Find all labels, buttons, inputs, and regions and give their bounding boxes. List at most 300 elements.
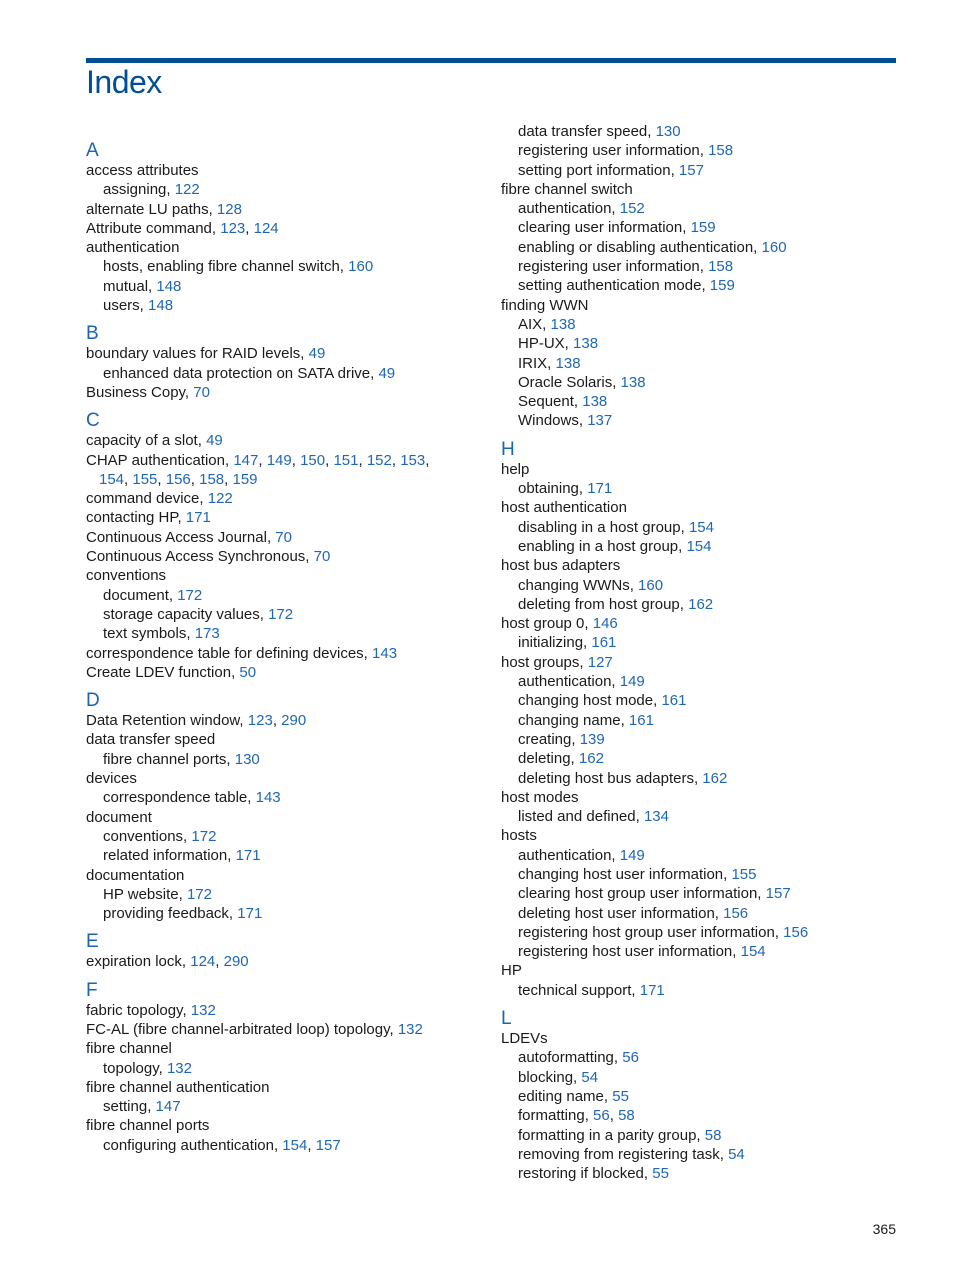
index-subentry — [501, 633, 901, 652]
page-link[interactable]: 162 — [688, 595, 714, 613]
page-link[interactable]: 162 — [702, 769, 728, 787]
entry-term: devices — [86, 770, 137, 788]
entry-term: mutual, — [103, 277, 153, 295]
entry-term: fibre channel authentication — [86, 1078, 270, 1096]
entry-term: host authentication — [501, 499, 627, 517]
page-link[interactable]: 138 — [555, 354, 581, 372]
entry-term: AIX, — [518, 315, 547, 333]
index-entry: CHAP authentication, 147, 149, 150, 151, 152, 153, — [86, 451, 430, 469]
entry-term: host groups, — [501, 653, 584, 671]
page-link[interactable]: 152 — [619, 200, 645, 218]
page-link[interactable]: 154 — [282, 1136, 308, 1154]
entry-term: correspondence table for defining devices, — [86, 644, 368, 662]
page-link[interactable]: 171 — [185, 509, 211, 527]
entry-term: deleting, — [518, 750, 575, 768]
entry-term: expiration lock, — [86, 953, 187, 971]
index-section — [86, 932, 486, 971]
page-link[interactable]: 138 — [620, 373, 646, 391]
page-link[interactable]: 160 — [638, 576, 664, 594]
entry-term: changing host user information, — [518, 865, 728, 883]
index-entry — [501, 653, 901, 672]
entry-term: authentication, — [518, 846, 616, 864]
index-subentry — [501, 1164, 901, 1183]
page-title: Index — [86, 64, 162, 100]
index-section — [86, 141, 486, 315]
page-link[interactable]: 123 — [220, 219, 246, 237]
page-link[interactable]: 155 — [132, 470, 158, 488]
page-link[interactable]: 173 — [194, 625, 220, 643]
section-letter: F — [86, 979, 98, 1001]
entry-term: Oracle Solaris, — [518, 373, 617, 391]
index-entry — [86, 489, 486, 508]
index-subentry — [86, 296, 486, 315]
page-link[interactable]: 150 — [300, 451, 326, 469]
page-link[interactable]: 172 — [268, 605, 294, 623]
index-subentry — [501, 981, 901, 1000]
entry-term: registering host group user information, — [518, 923, 779, 941]
entry-term: providing feedback, — [103, 905, 234, 923]
index-entry — [86, 730, 486, 749]
entry-term: Business Copy, — [86, 383, 190, 401]
entry-term: removing from registering task, — [518, 1145, 724, 1163]
page-link[interactable]: 147 — [233, 451, 259, 469]
entry-term: contacting HP, — [86, 509, 182, 527]
entry-term: text symbols, — [103, 625, 191, 643]
page-link[interactable]: 139 — [579, 730, 605, 748]
index-entry — [86, 663, 486, 682]
index-subentry — [501, 411, 901, 430]
page-link[interactable]: 158 — [199, 470, 225, 488]
page-link[interactable]: 172 — [191, 827, 217, 845]
index-subentry — [501, 537, 901, 556]
index-entry — [501, 826, 901, 845]
index-subentry — [86, 827, 486, 846]
index-entry — [86, 1039, 486, 1058]
index-entry — [86, 1020, 486, 1039]
page-link[interactable]: 149 — [619, 846, 645, 864]
entry-term: Continuous Access Synchronous, — [86, 548, 310, 566]
index-section — [501, 1009, 901, 1183]
entry-term: topology, — [103, 1059, 163, 1077]
page-link[interactable]: 161 — [628, 711, 654, 729]
index-entry: Data Retention window, 123, 290 — [86, 712, 307, 730]
entry-term: authentication — [86, 239, 180, 257]
entry-term: fibre channel — [86, 1040, 172, 1058]
index-entry — [86, 769, 486, 788]
page-link[interactable]: 160 — [348, 258, 374, 276]
page-link[interactable]: 159 — [690, 219, 716, 237]
index-section — [501, 440, 901, 1000]
page-link[interactable]: 54 — [728, 1145, 745, 1163]
index-entry — [501, 1029, 901, 1048]
page-link[interactable]: 154 — [740, 943, 766, 961]
page-link[interactable]: 146 — [592, 615, 618, 633]
entry-term: capacity of a slot, — [86, 432, 202, 450]
entry-term: host group 0, — [501, 615, 589, 633]
index-section — [86, 691, 486, 923]
index-column-right — [501, 122, 901, 1192]
page-link[interactable]: 157 — [678, 161, 704, 179]
entry-term: setting port information, — [518, 161, 675, 179]
page-link[interactable]: 58 — [704, 1126, 722, 1144]
index-subentry — [86, 586, 486, 605]
page-link[interactable]: 138 — [550, 315, 576, 333]
page-link[interactable]: 154 — [688, 518, 714, 536]
index-entry — [501, 556, 901, 575]
index-subentry — [501, 904, 901, 923]
entry-term: assigning, — [103, 181, 171, 199]
entry-term: fibre channel switch — [501, 180, 633, 198]
index-subentry — [501, 218, 901, 237]
entry-term: setting, — [103, 1098, 152, 1116]
page-link[interactable]: 156 — [783, 923, 809, 941]
entry-term: authentication, — [518, 673, 616, 691]
page-link[interactable]: 54 — [581, 1068, 599, 1086]
section-letter: A — [86, 140, 99, 161]
page-link[interactable]: 162 — [578, 750, 604, 768]
index-subentry — [501, 199, 901, 218]
index-subentry — [501, 942, 901, 961]
index-entry — [86, 344, 486, 363]
entry-term: access attributes — [86, 162, 199, 179]
index-subentry — [501, 392, 901, 411]
page-link[interactable]: 290 — [223, 953, 249, 971]
entry-term: fibre channel ports, — [103, 750, 231, 768]
page-link[interactable]: 160 — [761, 238, 787, 256]
page-link[interactable]: 130 — [234, 750, 260, 768]
index-entry: 154, 155, 156, 158, 159 — [99, 470, 258, 488]
entry-term: changing host mode, — [518, 692, 658, 710]
index-subentry — [86, 1097, 486, 1116]
index-entry — [501, 614, 901, 633]
entry-term: restoring if blocked, — [518, 1165, 649, 1183]
index-entry — [501, 788, 901, 807]
section-letter: B — [86, 323, 99, 345]
page-link[interactable]: 49 — [378, 364, 396, 382]
index-subentry — [501, 1145, 901, 1164]
entry-term: clearing host group user information, — [518, 885, 762, 903]
index-subentry — [501, 238, 901, 257]
entry-term: host bus adapters — [501, 557, 621, 575]
page-link[interactable]: 50 — [239, 663, 257, 681]
entry-term: HP — [501, 962, 522, 980]
entry-term: HP website, — [103, 885, 183, 903]
page-link[interactable]: 147 — [155, 1098, 181, 1116]
entry-term: finding WWN — [501, 296, 589, 314]
index-section — [86, 324, 486, 402]
index-subentry — [501, 691, 901, 710]
entry-term: document — [86, 808, 152, 826]
entry-term: obtaining, — [518, 480, 584, 498]
entry-term: disabling in a host group, — [518, 518, 685, 536]
entry-term: IRIX, — [518, 354, 552, 372]
page-link[interactable]: 158 — [708, 142, 734, 160]
entry-term: listed and defined, — [518, 808, 640, 826]
page-link[interactable]: 58 — [618, 1107, 635, 1125]
entry-term: correspondence table, — [103, 789, 252, 807]
page-link[interactable]: 171 — [235, 847, 261, 865]
entry-term: authentication, — [518, 200, 616, 218]
entry-trailing-comma: , — [425, 451, 430, 469]
page-link[interactable]: 156 — [723, 904, 749, 922]
page-link[interactable]: 137 — [587, 412, 613, 430]
index-section — [86, 411, 486, 682]
index-column-left — [86, 141, 486, 1164]
index-subentry — [501, 576, 901, 595]
entry-term: data transfer speed — [86, 731, 216, 749]
entry-term: Sequent, — [518, 393, 579, 411]
index-entry — [501, 180, 901, 199]
index-subentry — [86, 904, 486, 923]
page-link[interactable]: 148 — [156, 277, 182, 295]
entry-term: Continuous Access Journal, — [86, 528, 272, 546]
entry-term: enabling or disabling authentication, — [518, 238, 758, 256]
index-entry — [86, 808, 486, 827]
index-section — [501, 122, 901, 431]
index-subentry — [501, 807, 901, 826]
entry-term: registering user information, — [518, 142, 704, 160]
page-link[interactable]: 158 — [708, 258, 734, 276]
page-link[interactable]: 128 — [216, 200, 242, 218]
index-entry: expiration lock, 124, 290 — [86, 953, 249, 971]
entry-term: setting authentication mode, — [518, 277, 706, 295]
index-entry — [86, 1116, 486, 1135]
index-subentry — [501, 923, 901, 942]
page-link[interactable]: 127 — [587, 653, 613, 671]
index-subentry — [86, 605, 486, 624]
index-subentry — [501, 749, 901, 768]
index-subentry — [501, 769, 901, 788]
index-entry — [86, 866, 486, 885]
page-link[interactable]: 122 — [207, 490, 233, 508]
page-link[interactable]: 171 — [587, 480, 613, 498]
index-subentry — [501, 846, 901, 865]
page-link[interactable]: 138 — [573, 335, 599, 353]
index-entry — [86, 1078, 486, 1097]
page-link[interactable]: 123 — [247, 712, 273, 730]
index-subentry — [501, 257, 901, 276]
index-subentry: configuring authentication, 154, 157 — [103, 1136, 341, 1154]
entry-term: help — [501, 460, 530, 478]
page-link[interactable]: 148 — [148, 297, 174, 315]
entry-term: fabric topology, — [86, 1001, 187, 1019]
page-link[interactable]: 153 — [400, 451, 426, 469]
index-subentry — [86, 1059, 486, 1078]
page-link[interactable]: 70 — [313, 548, 331, 566]
page-link[interactable]: 156 — [165, 470, 191, 488]
entry-term: documentation — [86, 866, 185, 884]
index-subentry — [501, 141, 901, 160]
index-entry: Attribute command, 123, 124 — [86, 219, 279, 237]
entry-term: fibre channel ports — [86, 1117, 210, 1135]
index-subentry — [501, 122, 901, 141]
index-subentry — [86, 624, 486, 643]
page-link[interactable]: 157 — [765, 885, 791, 903]
entry-term: registering host user information, — [518, 943, 737, 961]
index-entry — [501, 460, 901, 479]
page-link[interactable]: 132 — [397, 1020, 423, 1038]
entry-term: LDEVs — [501, 1030, 548, 1048]
page-link[interactable]: 56 — [622, 1049, 639, 1067]
entry-term: Attribute command, — [86, 219, 217, 237]
section-letter: L — [501, 1008, 512, 1030]
entry-term: users, — [103, 297, 144, 315]
index-subentry — [501, 518, 901, 537]
page-link[interactable]: 132 — [166, 1059, 192, 1077]
entry-term: Data Retention window, — [86, 712, 244, 730]
index-subentry — [501, 595, 901, 614]
entry-term: formatting, — [518, 1107, 589, 1125]
section-letter: D — [86, 690, 100, 712]
page-link[interactable]: 56 — [593, 1107, 610, 1125]
index-subentry — [501, 315, 901, 334]
entry-term: enabling in a host group, — [518, 537, 683, 555]
entry-term: alternate LU paths, — [86, 200, 213, 218]
index-subentry — [501, 865, 901, 884]
page-link[interactable]: 151 — [333, 451, 359, 469]
index-subentry — [501, 334, 901, 353]
page-link[interactable]: 172 — [186, 885, 212, 903]
index-subentry — [501, 884, 901, 903]
index-subentry — [501, 1068, 901, 1087]
page-link[interactable]: 171 — [237, 905, 263, 923]
page-link[interactable]: 49 — [308, 345, 326, 363]
page-link[interactable]: 138 — [582, 393, 608, 411]
entry-term: formatting in a parity group, — [518, 1126, 701, 1144]
entry-term: changing name, — [518, 711, 625, 729]
header-rule — [86, 58, 896, 63]
entry-term: technical support, — [518, 981, 636, 999]
index-subentry — [501, 479, 901, 498]
entry-term: changing WWNs, — [518, 576, 634, 594]
index-entry — [86, 566, 486, 585]
index-subentry — [501, 161, 901, 180]
page-link[interactable]: 161 — [661, 692, 687, 710]
page-link[interactable]: 132 — [190, 1001, 216, 1019]
index-subentry — [501, 1126, 901, 1145]
index-subentry — [501, 354, 901, 373]
index-subentry — [86, 277, 486, 296]
index-subentry — [501, 730, 901, 749]
entry-term: clearing user information, — [518, 219, 687, 237]
entry-term: document, — [103, 586, 174, 604]
entry-term: deleting host user information, — [518, 904, 719, 922]
page-number: 365 — [872, 1221, 896, 1237]
page-link[interactable]: 122 — [174, 181, 200, 199]
index-entry — [501, 961, 901, 980]
entry-term: data transfer speed, — [518, 123, 652, 140]
page-link[interactable]: 143 — [255, 789, 281, 807]
index-subentry — [86, 750, 486, 769]
index-entry — [86, 383, 486, 402]
index-entry — [86, 1001, 486, 1020]
index-subentry — [86, 846, 486, 865]
entry-term: configuring authentication, — [103, 1136, 279, 1154]
index-subentry — [501, 672, 901, 691]
page-link[interactable]: 159 — [232, 470, 258, 488]
entry-term: conventions — [86, 567, 167, 585]
index-entry — [86, 644, 486, 663]
entry-term: conventions, — [103, 827, 188, 845]
index-subentry — [501, 373, 901, 392]
page-link[interactable]: 154 — [99, 470, 125, 488]
section-letter: C — [86, 410, 100, 432]
page-link[interactable]: 55 — [612, 1087, 629, 1105]
section-letter: H — [501, 438, 515, 460]
entry-term: HP-UX, — [518, 335, 569, 353]
page-link[interactable]: 70 — [193, 383, 210, 401]
entry-term: editing name, — [518, 1087, 609, 1105]
page-link[interactable]: 161 — [591, 634, 617, 652]
page-link[interactable]: 70 — [275, 528, 292, 546]
entry-term: host modes — [501, 788, 579, 806]
page-link[interactable]: 290 — [281, 712, 307, 730]
index-entry — [86, 547, 486, 566]
page-link[interactable]: 149 — [266, 451, 292, 469]
page-link[interactable]: 152 — [366, 451, 392, 469]
index-subentry — [86, 788, 486, 807]
page-link[interactable]: 149 — [619, 673, 645, 691]
index-subentry — [86, 885, 486, 904]
entry-term: creating, — [518, 730, 576, 748]
page-link[interactable]: 55 — [652, 1165, 669, 1183]
index-subentry — [501, 711, 901, 730]
index-subentry: formatting, 56, 58 — [518, 1107, 635, 1125]
index-subentry — [86, 364, 486, 383]
entry-term: initializing, — [518, 634, 588, 652]
page-link[interactable]: 134 — [643, 808, 669, 826]
entry-term: boundary values for RAID levels, — [86, 345, 305, 363]
entry-term: CHAP authentication, — [86, 451, 230, 469]
entry-term: hosts, enabling fibre channel switch, — [103, 258, 344, 276]
index-entry — [501, 498, 901, 517]
index-entry — [86, 431, 486, 450]
page-link[interactable]: 124 — [190, 953, 216, 971]
page-link[interactable]: 159 — [709, 277, 735, 295]
entry-term: hosts — [501, 827, 537, 845]
page-link[interactable]: 155 — [731, 865, 757, 883]
index-entry — [86, 200, 486, 219]
index-section — [86, 981, 486, 1155]
entry-term: command device, — [86, 490, 204, 508]
entry-term: blocking, — [518, 1068, 578, 1086]
page-link[interactable]: 154 — [686, 537, 712, 555]
entry-term: deleting from host group, — [518, 595, 684, 613]
index-entry — [501, 296, 901, 315]
page-link[interactable]: 130 — [655, 123, 681, 140]
index-subentry — [501, 1087, 901, 1106]
page-link[interactable]: 124 — [253, 219, 279, 237]
page-link[interactable]: 49 — [206, 432, 223, 450]
entry-term: registering user information, — [518, 258, 704, 276]
entry-term: autoformatting, — [518, 1049, 619, 1067]
page-link[interactable]: 157 — [315, 1136, 341, 1154]
entry-term: FC-AL (fibre channel-arbitrated loop) topology, — [86, 1020, 394, 1038]
index-subentry — [86, 180, 486, 199]
page-link[interactable]: 172 — [177, 586, 203, 604]
index-entry — [86, 238, 486, 257]
entry-term: enhanced data protection on SATA drive, — [103, 364, 375, 382]
entry-term: deleting host bus adapters, — [518, 769, 699, 787]
index-entry — [86, 161, 486, 180]
page-link[interactable]: 171 — [639, 981, 665, 999]
page-link[interactable]: 143 — [372, 644, 398, 662]
index-subentry — [501, 1048, 901, 1067]
index-subentry — [501, 276, 901, 295]
entry-term: Windows, — [518, 412, 584, 430]
entry-term: Create LDEV function, — [86, 663, 236, 681]
index-subentry — [86, 257, 486, 276]
